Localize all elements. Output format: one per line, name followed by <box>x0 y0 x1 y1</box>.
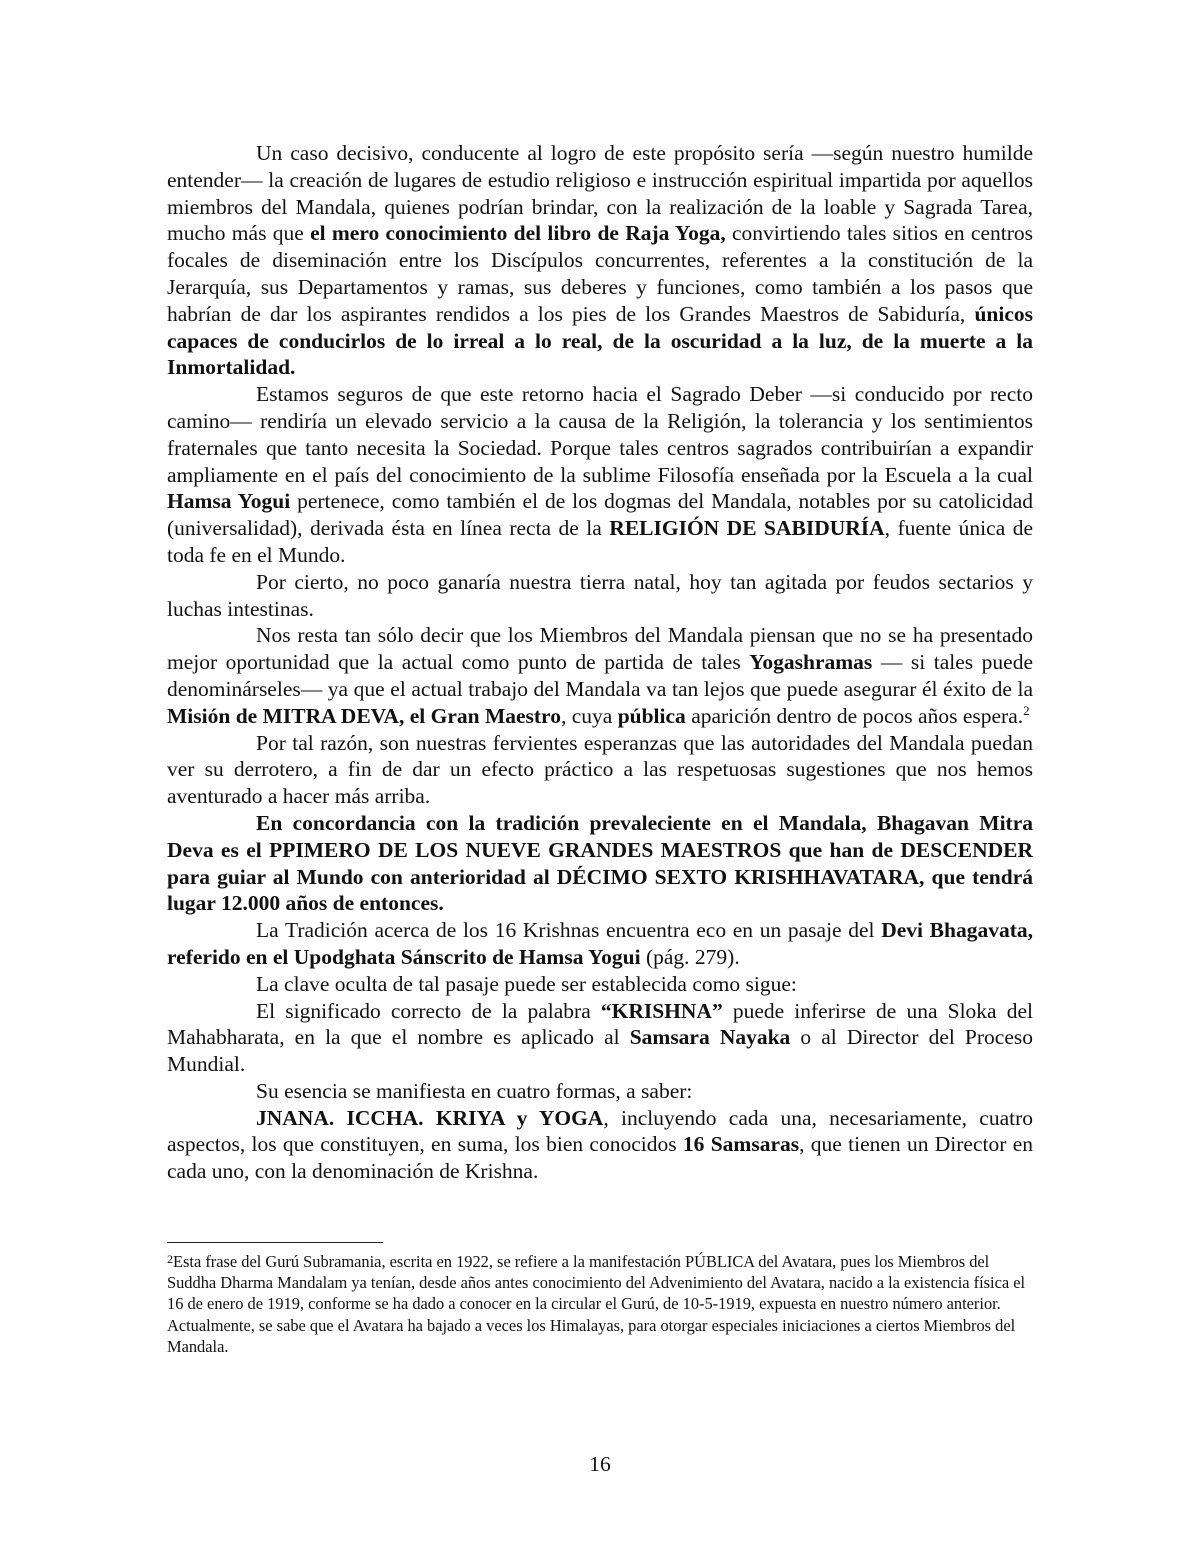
paragraph-3: Por cierto, no poco ganaría nuestra tierra natal, hoy tan agitada por feudos sectarios y luchas intestinas. <box>167 569 1033 621</box>
footnote-marker: 2 <box>167 1252 173 1266</box>
page-body <box>167 140 1033 1185</box>
paragraph-9-bold-a: “KRISHNA” <box>600 998 723 1023</box>
paragraph-9-bold-b: Samsara Nayaka <box>629 1025 791 1050</box>
footnote-separator <box>167 1242 383 1243</box>
paragraph-1 <box>167 140 1033 381</box>
paragraph-2-text-c: , fuente única de toda fe en el Mundo. <box>167 516 1033 567</box>
paragraph-8: La clave oculta de tal pasaje puede ser establecida como sigue: <box>256 971 797 996</box>
paragraph-10: Su esencia se manifiesta en cuatro formas, a saber: <box>256 1078 693 1103</box>
paragraph-1-bold-b: únicos capaces de conducirlos de lo irreal a lo real, de la oscuridad a la luz, de la muerte a la Inmortalidad. <box>167 301 1033 380</box>
paragraph-4-bold-a: Yogashramas <box>749 650 873 675</box>
paragraph-7-text-b: (pág. 279). <box>640 944 740 969</box>
paragraph-7-bold-a: Devi Bhagavata, referido en el Upodghata Sánscrito de Hamsa Yogui <box>167 918 1033 969</box>
paragraph-2 <box>167 381 1033 569</box>
page-number: 16 <box>589 1452 611 1476</box>
paragraph-7 <box>167 917 1033 971</box>
paragraph-1-text-b: convirtiendo tales sitios en centros focales de diseminación entre los Discípulos concurrentes, referentes a la constitución de la Jerarquía, sus Departamentos y ramas, sus deberes y funciones, como también a los pasos que habrían de dar los aspirantes rendidos a los pies de los Grandes Maestros de Sabiduría, <box>167 221 1033 326</box>
paragraph-9-text-a: El significado correcto de la palabra <box>256 998 601 1023</box>
paragraph-4 <box>167 622 1033 729</box>
paragraph-2-bold-a: Hamsa Yogui <box>167 489 291 514</box>
paragraph-11 <box>167 1105 1033 1185</box>
paragraph-4-text-b: — si tales puede denominárseles— ya que el actual trabajo del Mandala va tan lejos que puede asegurar él éxito de la <box>167 650 1033 701</box>
paragraph-2-text-b: pertenece, como también el de los dogmas del Mandala, notables por su catolicidad (universalidad), derivada ésta en línea recta de la <box>167 489 1033 541</box>
footnote-reference: 2 <box>1023 702 1030 718</box>
paragraph-11-bold-b: 16 Samsaras <box>682 1132 800 1157</box>
paragraph-2-bold-b: RELIGIÓN DE SABIDURÍA <box>609 516 885 541</box>
paragraph-11-text-b: , que tienen un Director en cada uno, con la denominación de Krishna. <box>167 1132 1033 1184</box>
footnote <box>167 1251 1033 1357</box>
paragraph-4-bold-b: Misión de MITRA DEVA, el Gran Maestro <box>167 703 561 728</box>
paragraph-4-text-a: Nos resta tan sólo decir que los Miembros del Mandala piensan que no se ha presentado mejor oportunidad que la actual como punto de partida de tales <box>167 623 1033 675</box>
paragraph-2-text-a: Estamos seguros de que este retorno hacia el Sagrado Deber —si conducido por recto camino— rendiría un elevado servicio a la causa de la Religión, la tolerancia y los sentimientos fraternales que tanto necesita la Sociedad. Porque tales centros sagrados contribuirían a expandir ampliamente en el país del conocimiento de la sublime Filosofía enseñada por la Escuela a la cual <box>167 382 1033 487</box>
paragraph-7-text-a: La Tradición acerca de los 16 Krishnas encuentra eco en un pasaje del <box>256 918 882 943</box>
paragraph-11-bold-a: JNANA. ICCHA. KRIYA y YOGA <box>256 1105 604 1130</box>
paragraph-9-text-b: puede inferirse de una Sloka del Mahabharata, en la que el nombre es aplicado al <box>167 998 1033 1050</box>
paragraph-9 <box>167 998 1033 1078</box>
paragraph-4-text-d: aparición dentro de pocos años espera. <box>685 703 1024 728</box>
paragraph-5: Por tal razón, son nuestras fervientes esperanzas que las autoridades del Mandala puedan ver su derrotero, a fin de dar un efecto práctico a las respetuosas sugestiones que nos hemos aventurado a hacer más arriba. <box>167 730 1033 809</box>
paragraph-4-text-c: , cuya <box>560 703 618 728</box>
paragraph-6 <box>167 810 1033 917</box>
paragraph-4-bold-c: pública <box>617 703 686 728</box>
paragraph-1-bold-a: el mero conocimiento del libro de Raja Yoga, <box>310 221 726 246</box>
paragraph-6-bold: En concordancia con la tradición prevaleciente en el Mandala, Bhagavan Mitra Deva es el PPIMERO DE LOS NUEVE GRANDES MAESTROS que han de DESCENDER para guiar al Mundo con anterioridad al DÉCIMO SEXTO KRISHHAVATARA, que tendrá lugar 12.000 años de entonces. <box>167 810 1033 916</box>
paragraph-1-text-a: Un caso decisivo, conducente al logro de este propósito sería —según nuestro humilde entender— la creación de lugares de estudio religioso e instrucción espiritual impartida por aquellos miembros del Mandala, quienes podrían brindar, con la realización de la loable y Sagrada Tarea, mucho más que <box>167 141 1033 246</box>
paragraph-9-text-c: o al Director del Proceso Mundial. <box>167 1025 1033 1077</box>
paragraph-11-text-a: , incluyendo cada una, necesariamente, cuatro aspectos, los que constituyen, en suma, los bien conocidos <box>167 1105 1033 1157</box>
footnote-text: Esta frase del Gurú Subramania, escrita en 1922, se refiere a la manifestación PÚBLICA del Avatara, pues los Miembros del Suddha Dharma Mandalam ya tenían, desde años antes conocimiento del Advenimiento del Avatara, nacido a la existencia física el 16 de enero de 1919, conforme se ha dado a conocer en la circular el Gurú, de 10-5-1919, expuesta en nuestro número anterior. Actualmente, se sabe que el Avatara ha bajado a veces los Himalayas, para otorgar especiales iniciaciones a ciertos Miembros del Mandala. <box>167 1252 1026 1356</box>
